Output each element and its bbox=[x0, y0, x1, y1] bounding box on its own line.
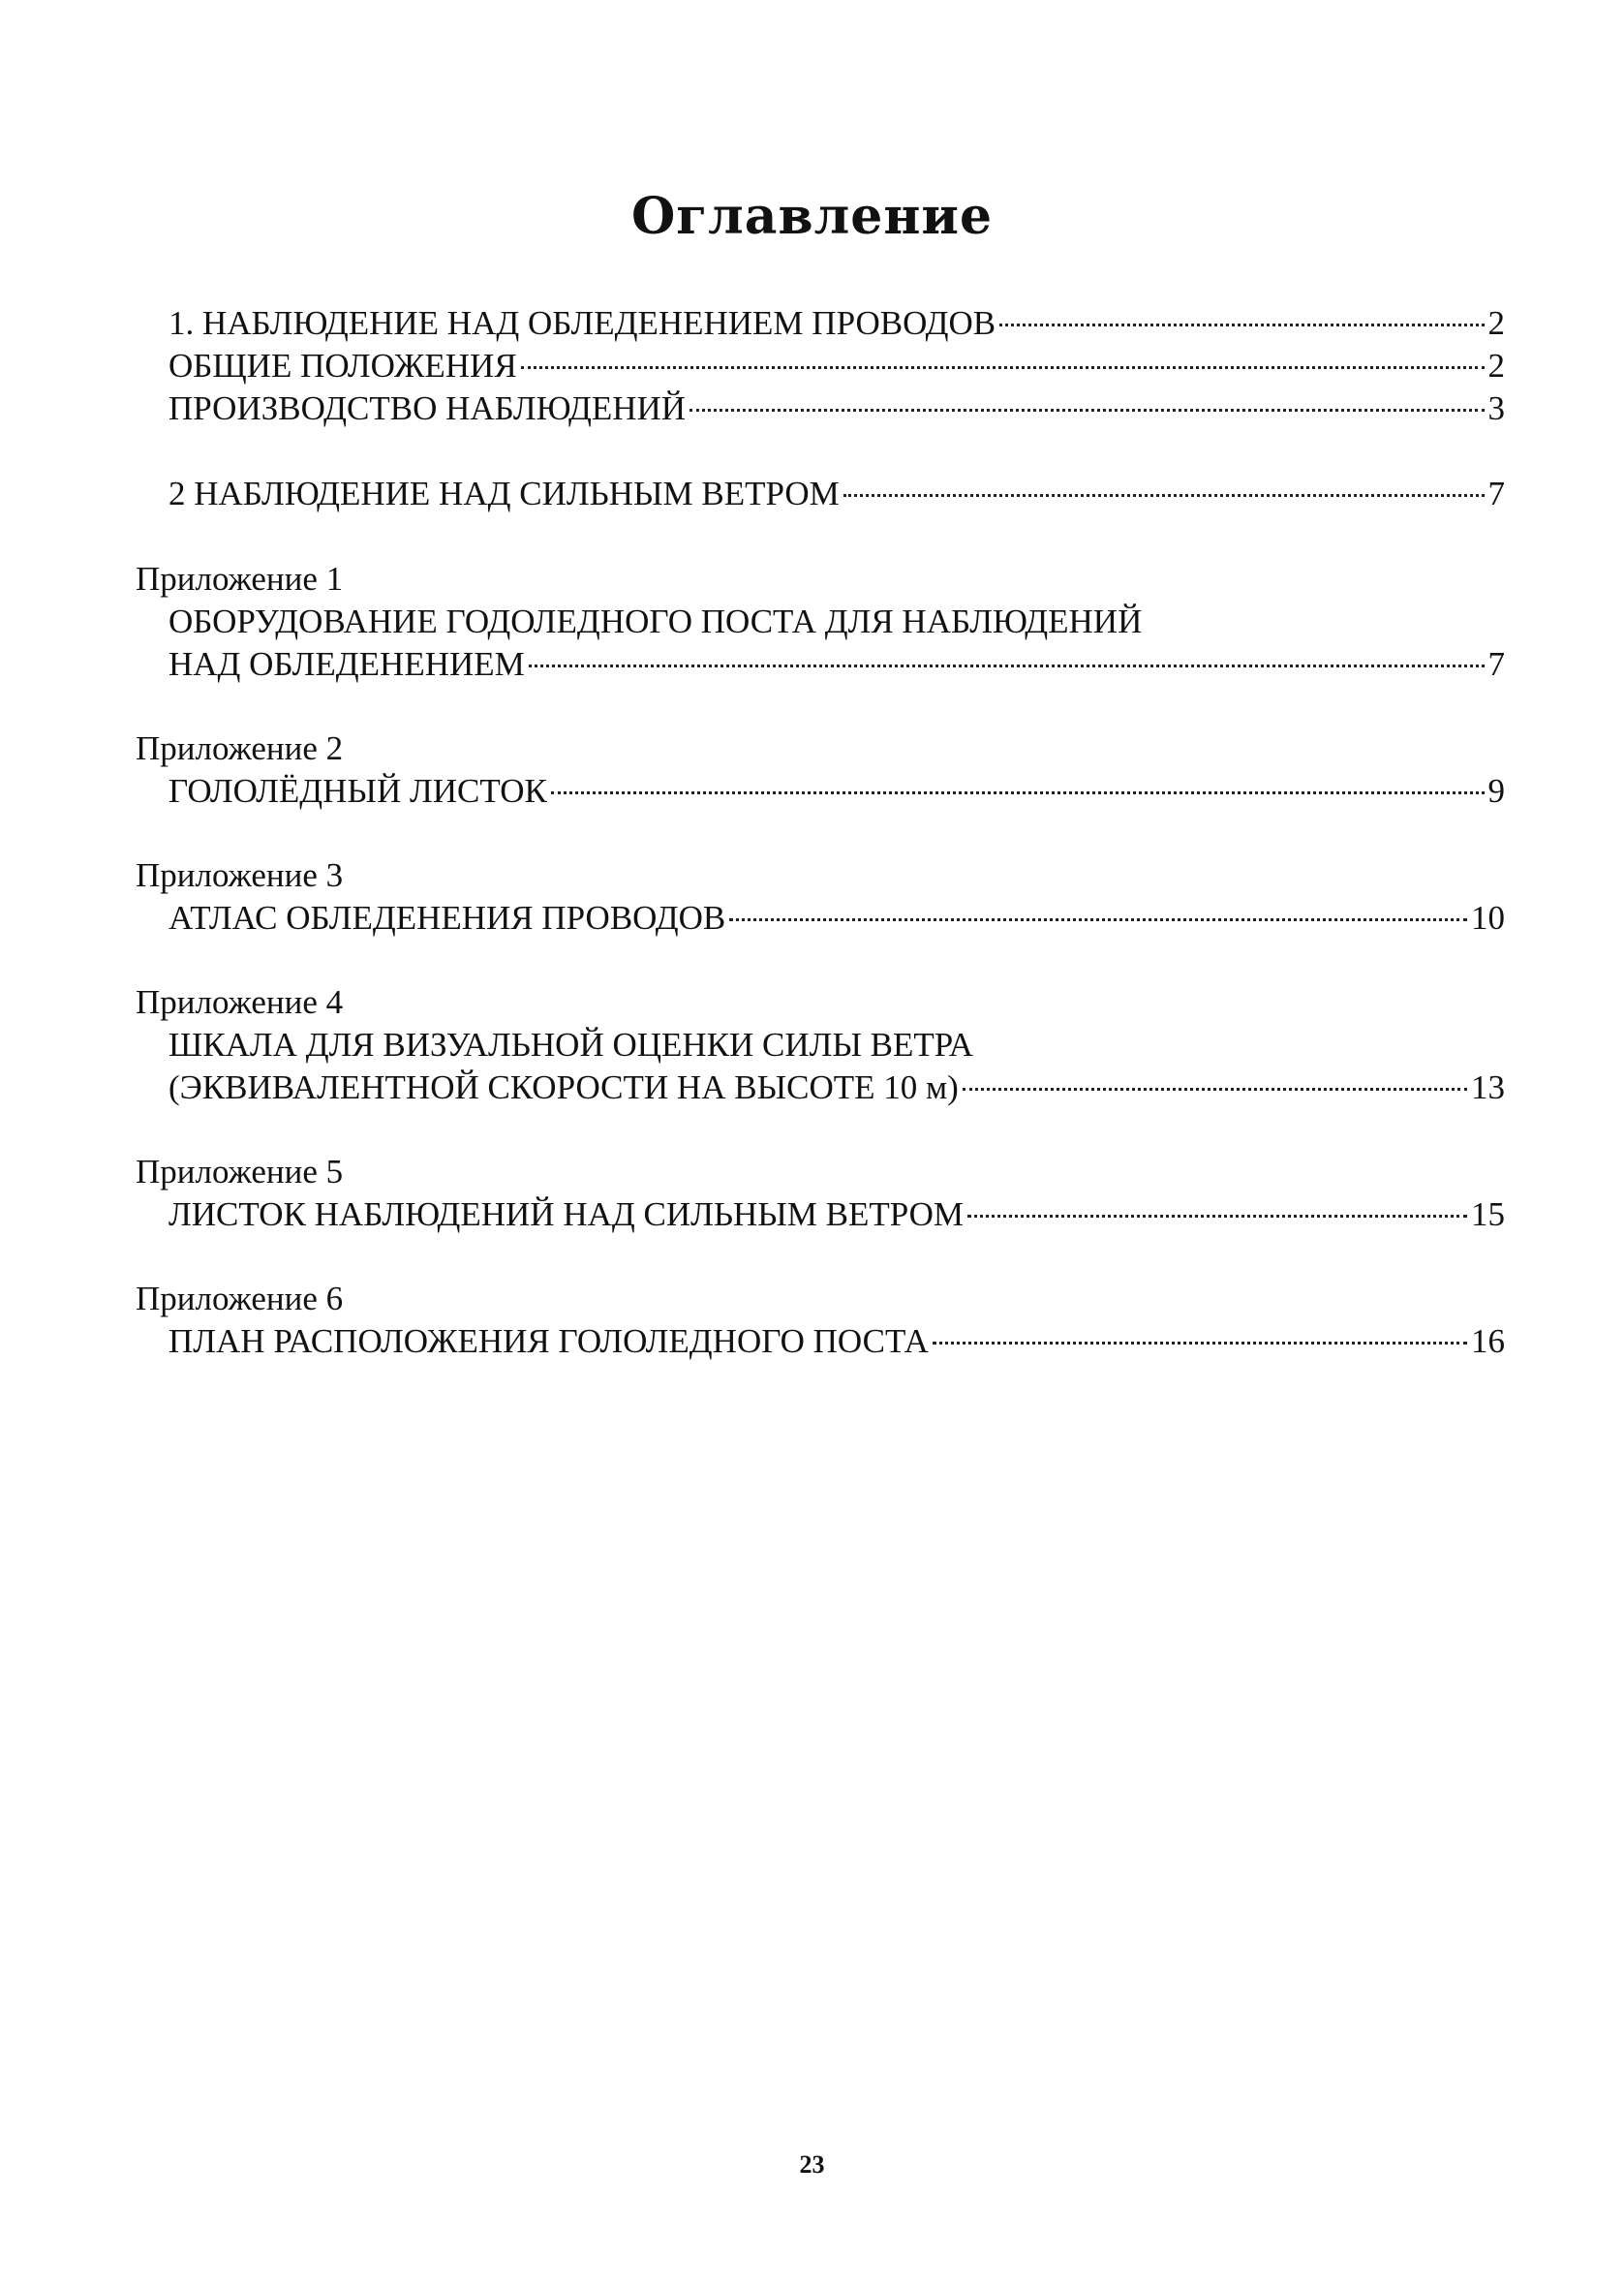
toc-entry-appendix-3[interactable] bbox=[169, 897, 1505, 940]
toc-entry-label: ЛИСТОК НАБЛЮДЕНИЙ НАД СИЛЬНЫМ ВЕТРОМ bbox=[169, 1195, 965, 1233]
toc-entry-appendix-4[interactable] bbox=[169, 1067, 1505, 1109]
toc-entry-appendix-6[interactable] bbox=[169, 1320, 1505, 1363]
toc-entry-appendix-1-line-1[interactable] bbox=[169, 601, 1505, 643]
dot-leader bbox=[843, 494, 1485, 497]
toc-entry-page: 16 bbox=[1471, 1322, 1505, 1360]
appendix-6-caption: Приложение 6 bbox=[136, 1280, 344, 1317]
toc-entry-page: 15 bbox=[1471, 1195, 1505, 1233]
toc-entry-page: 3 bbox=[1487, 389, 1505, 427]
page-title: Оглавление bbox=[630, 187, 994, 246]
toc-entry-page: 7 bbox=[1487, 475, 1505, 512]
toc-entry-label: ПРОИЗВОДСТВО НАБЛЮДЕНИЙ bbox=[169, 389, 687, 427]
dot-leader bbox=[933, 1342, 1467, 1345]
toc-entry-production[interactable] bbox=[169, 387, 1505, 430]
toc-entry-page: 7 bbox=[1487, 645, 1505, 683]
dot-leader bbox=[963, 1088, 1467, 1091]
dot-leader bbox=[967, 1215, 1467, 1218]
toc-entry-general[interactable] bbox=[169, 345, 1505, 387]
toc-entry-page: 2 bbox=[1487, 347, 1505, 385]
toc-entry-label: ОБОРУДОВАНИЕ ГОДОЛЕДНОГО ПОСТА ДЛЯ НАБЛЮДЕНИЙ bbox=[169, 603, 1143, 640]
toc-entry-label: 2 НАБЛЮДЕНИЕ НАД СИЛЬНЫМ ВЕТРОМ bbox=[169, 475, 840, 512]
toc-entry-page: 9 bbox=[1487, 772, 1505, 810]
appendix-2-caption: Приложение 2 bbox=[136, 729, 344, 767]
toc-entry-page: 10 bbox=[1471, 899, 1505, 937]
dot-leader bbox=[521, 366, 1485, 369]
appendix-3-caption: Приложение 3 bbox=[136, 856, 344, 894]
toc-entry-label: ОБЩИЕ ПОЛОЖЕНИЯ bbox=[169, 347, 517, 385]
toc-entry-label: 1. НАБЛЮДЕНИЕ НАД ОБЛЕДЕНЕНИЕМ ПРОВОДОВ bbox=[169, 304, 996, 342]
page-number: 23 bbox=[799, 2150, 825, 2179]
toc-entry-label: ПЛАН РАСПОЛОЖЕНИЯ ГОЛОЛЕДНОГО ПОСТА bbox=[169, 1322, 929, 1360]
toc-entry-appendix-1[interactable] bbox=[169, 643, 1505, 686]
toc-entry-page: 13 bbox=[1471, 1068, 1505, 1106]
dot-leader bbox=[529, 665, 1485, 667]
toc-entry-section-2[interactable] bbox=[169, 473, 1505, 515]
appendix-1-caption: Приложение 1 bbox=[136, 560, 344, 598]
dot-leader bbox=[999, 324, 1484, 326]
toc-entry-label: (ЭКВИВАЛЕНТНОЙ СКОРОСТИ НА ВЫСОТЕ 10 м) bbox=[169, 1068, 959, 1106]
toc-entry-appendix-4-line-1[interactable] bbox=[169, 1024, 1505, 1067]
toc-entry-section-1[interactable] bbox=[169, 302, 1505, 345]
toc-entry-label: АТЛАС ОБЛЕДЕНЕНИЯ ПРОВОДОВ bbox=[169, 899, 726, 937]
toc-entry-appendix-5[interactable] bbox=[169, 1193, 1505, 1236]
appendix-5-caption: Приложение 5 bbox=[136, 1153, 344, 1190]
dot-leader bbox=[729, 918, 1467, 921]
toc-entry-label: ГОЛОЛЁДНЫЙ ЛИСТОК bbox=[169, 772, 547, 810]
toc-entry-label: НАД ОБЛЕДЕНЕНИЕМ bbox=[169, 645, 525, 683]
toc-entry-page: 2 bbox=[1487, 304, 1505, 342]
appendix-4-caption: Приложение 4 bbox=[136, 983, 344, 1021]
toc-entry-label: ШКАЛА ДЛЯ ВИЗУАЛЬНОЙ ОЦЕНКИ СИЛЫ ВЕТРА bbox=[169, 1026, 974, 1064]
dot-leader bbox=[689, 409, 1484, 412]
dot-leader bbox=[551, 791, 1485, 794]
toc-entry-appendix-2[interactable] bbox=[169, 770, 1505, 813]
